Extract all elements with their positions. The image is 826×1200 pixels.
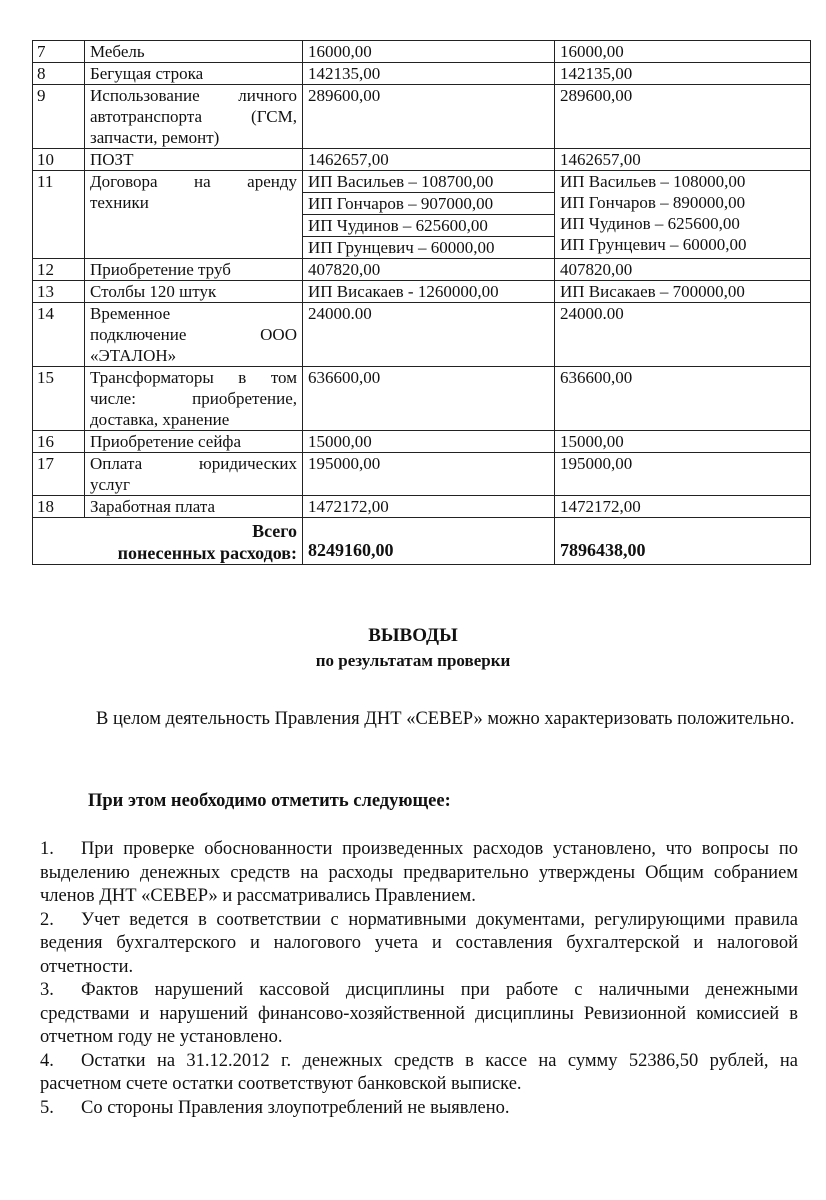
actual-amount	[555, 303, 811, 367]
description-line: Столбы 120 штук	[90, 282, 217, 301]
row-description	[85, 259, 303, 281]
table-row	[33, 259, 811, 281]
description-line: Трансформаторы в том	[90, 368, 297, 387]
table-row	[33, 453, 811, 496]
description-line: Договора на аренду	[90, 172, 297, 191]
amount-line: 636600,00	[560, 368, 633, 387]
actual-amount	[555, 41, 811, 63]
description-line: Приобретение труб	[90, 260, 231, 279]
description-line: ПОЗТ	[90, 150, 134, 169]
row-description	[85, 149, 303, 171]
finding-item	[40, 838, 798, 909]
row-description	[85, 453, 303, 496]
intro-paragraph: В целом деятельность Правления ДНТ «СЕВЕР» можно характеризовать положительно.	[96, 709, 795, 729]
actual-amount	[555, 281, 811, 303]
amount-line: 289600,00	[308, 86, 381, 105]
amount-line: 195000,00	[308, 454, 381, 473]
row-description	[85, 41, 303, 63]
row-number: 12	[33, 259, 85, 281]
row-number: 14	[33, 303, 85, 367]
table-row	[33, 171, 811, 259]
description-line: запчасти, ремонт)	[90, 128, 220, 147]
description-line: «ЭТАЛОН»	[90, 346, 177, 365]
amount-line: ИП Чудинов – 625600,00	[303, 215, 554, 237]
amount-line: 24000.00	[308, 304, 372, 323]
description-line: автотранспорта (ГСМ,	[90, 107, 297, 126]
row-description	[85, 367, 303, 431]
row-description	[85, 85, 303, 149]
finding-number: 4.	[40, 1050, 54, 1071]
amount-line: 142135,00	[560, 64, 633, 83]
finding-item	[40, 909, 798, 980]
amount-line: ИП Висакаев – 700000,00	[560, 282, 745, 301]
table-row	[33, 303, 811, 367]
expenses-table-body	[33, 41, 811, 518]
amount-line: 1462657,00	[308, 150, 389, 169]
row-number: 13	[33, 281, 85, 303]
planned-amount	[303, 171, 555, 259]
row-number: 16	[33, 431, 85, 453]
amount-line: ИП Васильев – 108000,00	[560, 172, 746, 191]
total-planned: 8249160,00	[303, 518, 555, 565]
row-number: 18	[33, 496, 85, 518]
row-description	[85, 171, 303, 259]
description-line: Бегущая строка	[90, 64, 204, 83]
planned-amount	[303, 431, 555, 453]
amount-line: 16000,00	[308, 42, 372, 61]
row-number: 8	[33, 63, 85, 85]
total-label-line1: Всего	[252, 521, 297, 541]
amount-line: ИП Грунцевич – 60000,00	[560, 235, 747, 254]
note-heading: При этом необходимо отметить следующее:	[88, 791, 451, 811]
finding-number: 3.	[40, 980, 54, 1000]
planned-amount	[303, 281, 555, 303]
amount-line: ИП Гончаров – 890000,00	[560, 193, 746, 212]
row-description	[85, 63, 303, 85]
actual-amount	[555, 367, 811, 431]
amount-line: 16000,00	[560, 42, 624, 61]
finding-number: 1.	[40, 839, 54, 859]
finding-number: 5.	[40, 1097, 54, 1118]
actual-amount	[555, 496, 811, 518]
description-line: услуг	[90, 475, 131, 494]
table-row	[33, 367, 811, 431]
description-line: Мебель	[90, 42, 145, 61]
description-line: числе: приобретение,	[90, 389, 297, 408]
description-line: Оплата юридических	[90, 454, 297, 473]
amount-line: 1462657,00	[560, 150, 641, 169]
planned-amount	[303, 303, 555, 367]
amount-line: 195000,00	[560, 454, 633, 473]
amount-line: 24000.00	[560, 304, 624, 323]
amount-line: 1472172,00	[560, 497, 641, 516]
planned-amount	[303, 41, 555, 63]
row-number: 11	[33, 171, 85, 259]
amount-line: 407820,00	[560, 260, 633, 279]
planned-amount	[303, 496, 555, 518]
total-label	[33, 518, 303, 565]
description-line: подключение ООО	[90, 325, 297, 344]
finding-item	[40, 1097, 798, 1121]
description-line: доставка, хранение	[90, 410, 230, 429]
table-row	[33, 63, 811, 85]
description-line: Использование личного	[90, 86, 297, 105]
actual-amount	[555, 259, 811, 281]
row-description	[85, 281, 303, 303]
table-row	[33, 281, 811, 303]
table-row	[33, 431, 811, 453]
total-row	[33, 518, 811, 565]
finding-text: Учет ведется в соответствии с нормативными документами, регулирующими правила ведения бухгалтерского и налогового учета и составления бухгалтерской и налоговой отчетности.	[40, 909, 798, 977]
planned-amount	[303, 453, 555, 496]
actual-amount	[555, 85, 811, 149]
description-line: Приобретение сейфа	[90, 432, 241, 451]
row-number: 15	[33, 367, 85, 431]
table-row	[33, 149, 811, 171]
actual-amount	[555, 453, 811, 496]
finding-text: Фактов нарушений кассовой дисциплины при работе с наличными денежными средствами и нарушений финансово-хозяйственной дисциплины Ревизионной комиссией в отчетном году не установлено.	[40, 980, 798, 1047]
amount-line: 15000,00	[308, 432, 372, 451]
row-number: 7	[33, 41, 85, 63]
row-description	[85, 303, 303, 367]
description-line: Временное	[90, 304, 171, 323]
planned-amount	[303, 63, 555, 85]
amount-line: 1472172,00	[308, 497, 389, 516]
table-row	[33, 85, 811, 149]
finding-text: При проверке обоснованности произведенных расходов установлено, что вопросы по выделению денежных средств на расходы предварительно утверждены Общим собранием членов ДНТ «СЕВЕР» и рассматривались Правлением.	[40, 839, 798, 906]
total-actual: 7896438,00	[555, 518, 811, 565]
row-number: 9	[33, 85, 85, 149]
actual-amount	[555, 149, 811, 171]
findings-list	[40, 838, 798, 1120]
conclusions-subtitle: по результатам проверки	[315, 651, 511, 670]
finding-item	[40, 979, 798, 1050]
row-description	[85, 431, 303, 453]
amount-line: 407820,00	[308, 260, 381, 279]
amount-line: ИП Гончаров – 907000,00	[303, 193, 554, 215]
actual-amount	[555, 431, 811, 453]
amount-line: ИП Васильев – 108700,00	[303, 171, 554, 193]
planned-amount	[303, 259, 555, 281]
planned-amount	[303, 367, 555, 431]
finding-number: 2.	[40, 909, 54, 930]
actual-amount	[555, 171, 811, 259]
total-label-line2: понесенных расходов:	[117, 543, 297, 563]
amount-line: ИП Висакаев - 1260000,00	[308, 282, 499, 301]
planned-amount	[303, 85, 555, 149]
amount-line: ИП Грунцевич – 60000,00	[308, 238, 495, 257]
row-number: 10	[33, 149, 85, 171]
finding-item	[40, 1050, 798, 1097]
row-number: 17	[33, 453, 85, 496]
row-description	[85, 496, 303, 518]
amount-line: 15000,00	[560, 432, 624, 451]
finding-text: Остатки на 31.12.2012 г. денежных средств в кассе на сумму 52386,50 рублей, на расчетном счете остатки соответствуют банковской выписке.	[40, 1050, 798, 1094]
amount-line: ИП Чудинов – 625600,00	[560, 214, 740, 233]
description-line: Заработная плата	[90, 497, 216, 516]
description-line: техники	[90, 193, 149, 212]
conclusions-title: ВЫВОДЫ	[368, 625, 458, 646]
table-row	[33, 496, 811, 518]
table-row	[33, 41, 811, 63]
planned-amount	[303, 149, 555, 171]
amount-line: 636600,00	[308, 368, 381, 387]
actual-amount	[555, 63, 811, 85]
expenses-table	[32, 40, 811, 565]
amount-line: 142135,00	[308, 64, 381, 83]
finding-text: Со стороны Правления злоупотреблений не выявлено.	[81, 1097, 510, 1118]
amount-line: 289600,00	[560, 86, 633, 105]
